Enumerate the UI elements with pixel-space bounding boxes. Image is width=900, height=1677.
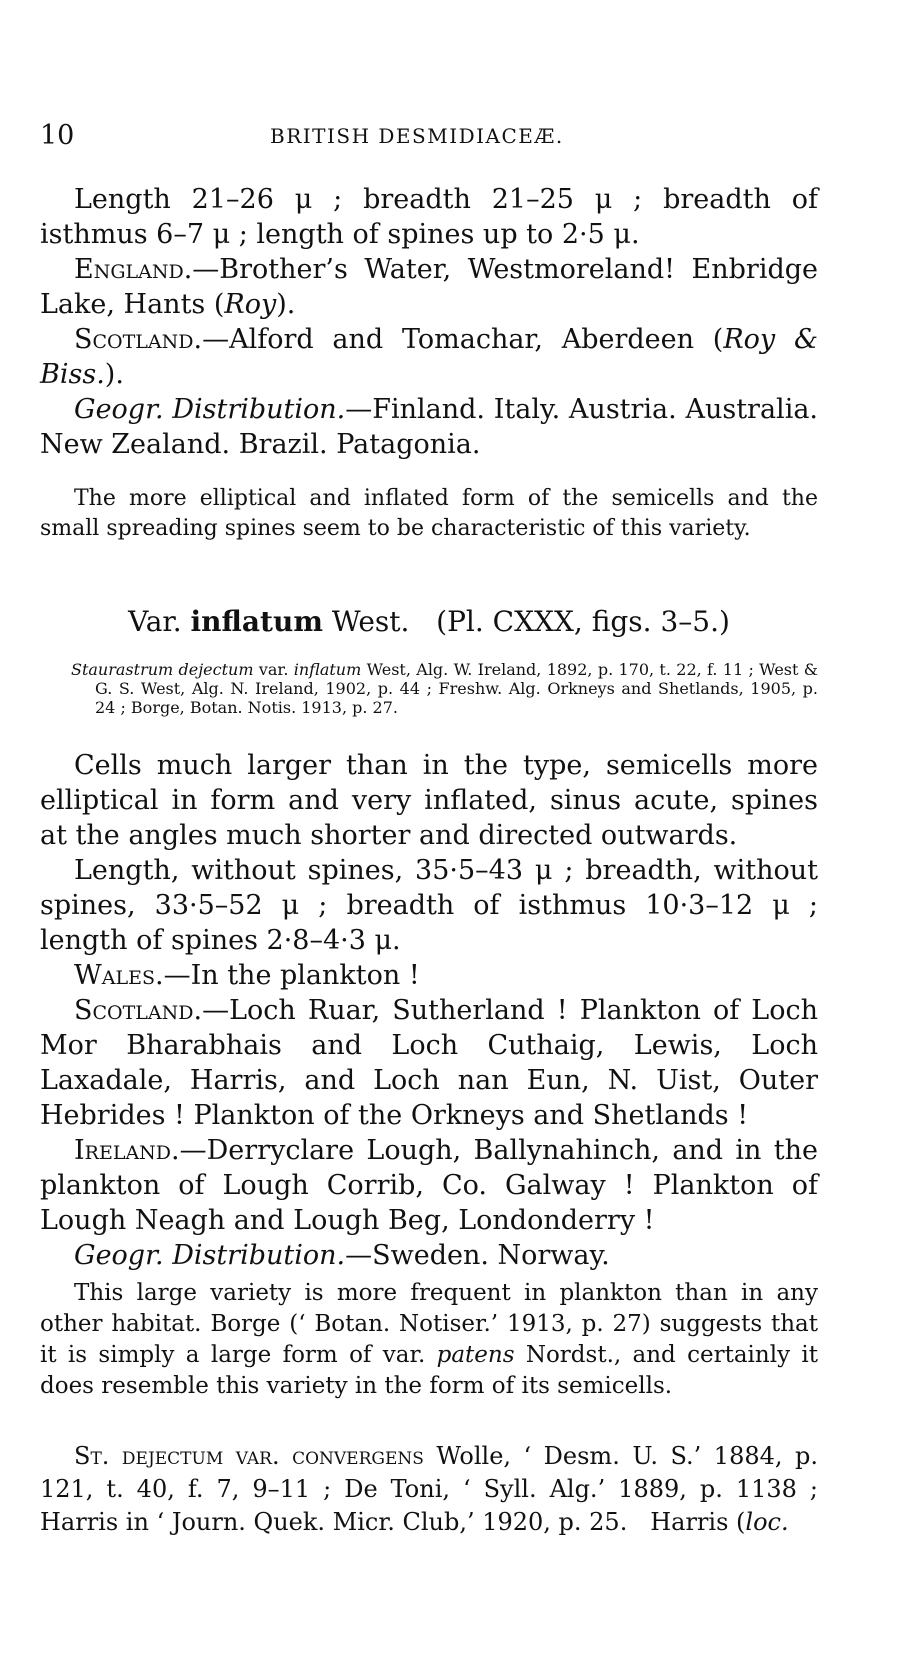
variety-scotland-text: —Loch Ruar, Sutherland ! Plankton of Loch Mor Bharabhais and Loch Cuthaig, Lewis, Loch Laxadale, Harris, and Loch nan Eun, N. Uist, Outer Hebrides ! Plankton of the Orkneys and Shetlands ! (40, 995, 818, 1131)
variety-scotland-label: Scotland. (74, 995, 203, 1026)
variety-note-italic: patens (436, 1342, 515, 1368)
variety-note-text (40, 1278, 818, 1402)
ireland-paragraph (40, 1133, 818, 1238)
variety-distribution-label: Geogr. Distribution. (74, 1240, 346, 1271)
variety-measurements: Length, without spines, 35·5–43 μ ; breadth, without spines, 33·5–52 μ ; breadth of isthmus 10·3–12 μ ; length of spines 2·8–4·3 μ. (40, 855, 818, 956)
scotland-paragraph (40, 322, 818, 392)
england-citation: Roy (224, 289, 277, 320)
variety-suffix: West. (Pl. CXXX, figs. 3–5.) (322, 605, 730, 638)
england-paragraph (40, 252, 818, 322)
synonym-genus: Staurastrum dejectum (71, 660, 254, 679)
variety-distribution-text: —Sweden. Norway. (345, 1240, 610, 1271)
measurements-paragraph: Length 21–26 μ ; breadth 21–25 μ ; breadth of isthmus 6–7 μ ; length of spines up to 2·5 μ. (40, 184, 818, 250)
variety-note (40, 1278, 818, 1402)
scotland-label: Scotland. (74, 324, 203, 355)
england-text: —Brother’s Water, Westmoreland! Enbridge Lake, Hants ( (40, 254, 818, 320)
bottom-entry-tail: loc. (745, 1508, 789, 1536)
wales-label: Wales. (74, 960, 164, 991)
bottom-entry (40, 1440, 826, 1539)
distribution-text: —Finland. Italy. Austria. Australia. New Zealand. Brazil. Patagonia. (40, 394, 819, 460)
england-label: England. (74, 254, 193, 285)
variety-distribution-paragraph (40, 1238, 818, 1273)
synonym-name: inflatum (293, 660, 362, 679)
scotland-citation: Roy & Biss. (40, 324, 818, 390)
wales-text: —In the plankton ! (163, 960, 420, 991)
england-end: ). (276, 289, 296, 320)
scotland-text: —Alford and Tomachar, Aberdeen ( (202, 324, 724, 355)
page-number: 10 (40, 120, 75, 151)
variety-note-part-b: Nordst., and certainly it does resemble this variety in the form of its semicells. (40, 1342, 818, 1399)
synonym-references: West, Alg. W. Ireland, 1892, p. 170, t. 22, f. 11 ; West & G. S. West, Alg. N. Ireland, 1902, p. 44 ; Freshw. Alg. Orkneys and Shetlands, 1905, p. 24 ; Borge, Botan. Notis. 1913, p. 27. (95, 660, 818, 717)
distribution-paragraph (40, 392, 818, 462)
distribution-label: Geogr. Distribution. (74, 394, 346, 425)
variety-description: Cells much larger than in the type, semicells more elliptical in form and very inflated, sinus acute, spines at the angles much shorter and directed outwards. (40, 750, 818, 851)
synonym-var: var. (253, 660, 294, 679)
variety-note-part-a: This large variety is more frequent in plankton than in any other habitat. Borge (‘ Botan. Notiser.’ 1913, p. 27) suggests that it is simply a large form of var. (40, 1280, 818, 1368)
variety-prefix: Var. (128, 605, 191, 638)
bottom-entry-text (40, 1440, 826, 1539)
variety-scotland-paragraph (40, 993, 818, 1133)
variety-section (40, 748, 818, 1273)
wales-paragraph (40, 958, 818, 993)
variety-heading (40, 605, 818, 638)
scotland-end: ). (104, 359, 124, 390)
bottom-entry-label: St. dejectum var. convergens (74, 1442, 424, 1470)
ireland-text: —Derryclare Lough, Ballynahinch, and in the plankton of Lough Corrib, Co. Galway ! Plankton of Lough Neagh and Lough Beg, Londonderry ! (40, 1135, 818, 1236)
synonymy (40, 660, 818, 717)
top-note-text: The more elliptical and inflated form of the semicells and the small spreading spines seem to be characteristic of this variety. (40, 486, 818, 541)
bottom-entry-references: Wolle, ‘ Desm. U. S.’ 1884, p. 121, t. 40, f. 7, 9–11 ; De Toni, ‘ Syll. Alg.’ 1889, p. 1138 ; Harris in ‘ Journ. Quek. Micr. Club,’ 1920, p. 25. Harris ( (40, 1442, 826, 1536)
top-section (40, 182, 818, 462)
variety-name: inflatum (190, 605, 323, 638)
top-note (40, 484, 818, 544)
ireland-label: Ireland. (74, 1135, 180, 1166)
running-title: BRITISH DESMIDIACEÆ. (270, 124, 564, 148)
